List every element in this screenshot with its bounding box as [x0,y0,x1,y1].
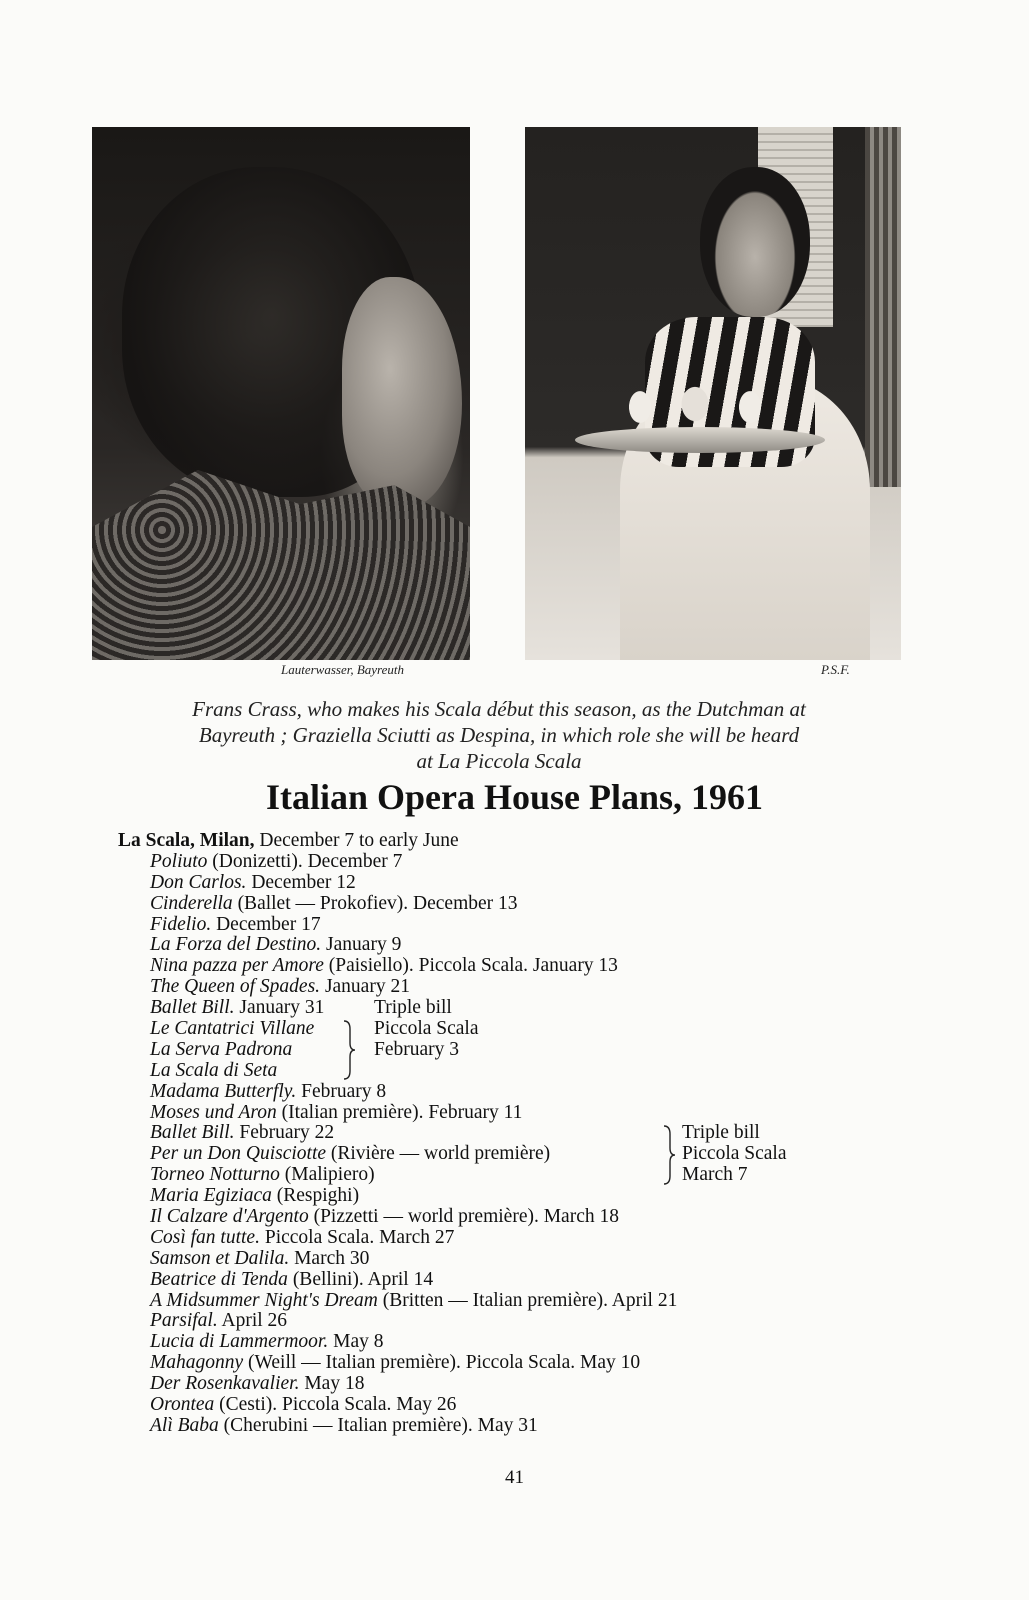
opera-title: Beatrice di Tenda [150,1268,288,1290]
opera-title: La Scala di Seta [150,1059,278,1081]
group-note-line: February 3 [374,1038,460,1060]
group-note-line: Piccola Scala [682,1142,787,1164]
list-item [118,1103,938,1124]
list-item [118,1165,938,1186]
opera-detail: (Cesti). Piccola Scala. May 26 [214,1394,457,1416]
list-item [118,873,938,894]
page-number: 41 [505,1467,524,1488]
list-item [118,1416,938,1437]
list-item [118,1040,938,1061]
opera-detail: February 22 [234,1122,335,1144]
opera-title: Lucia di Lammermoor. [150,1331,329,1353]
list-item [118,1082,938,1103]
list-item [118,1123,938,1144]
photo-caption [96,696,902,774]
opera-title: A Midsummer Night's Dream [150,1289,378,1311]
list-item [118,915,938,936]
opera-detail: (Ballet — Prokofiev). December 13 [232,892,518,914]
opera-title: Cinderella [150,892,233,914]
opera-title: Mahagonny [150,1352,244,1374]
brace-icon [342,1019,356,1081]
list-item [118,1270,938,1291]
opera-detail: (Britten — Italian première). April 21 [377,1289,678,1311]
photo-head-shape [700,167,810,317]
opera-title: Così fan tutte. [150,1226,260,1248]
opera-title: Ballet Bill. [150,1122,235,1144]
caption-line: Frans Crass, who makes his Scala début this season, as the Dutchman at [192,697,806,721]
list-item [118,998,938,1019]
photo-face-shape [342,277,462,507]
list-item [118,1353,938,1374]
page-title: Italian Opera House Plans, 1961 [265,777,764,817]
list-item [118,894,938,915]
opera-title: Madama Butterfly. [150,1080,297,1102]
photo-curtain-shape [865,127,901,487]
photo-frans-crass [92,127,470,660]
brace-group-2 [662,1124,676,1186]
caption-line: Bayreuth ; Graziella Sciutti as Despina, in which role she will be heard [198,723,800,747]
opera-detail: (Pizzetti — world première). March 18 [308,1206,619,1228]
caption-line: at La Piccola Scala [416,749,582,773]
list-item [118,956,938,977]
opera-title: Der Rosenkavalier. [150,1373,300,1395]
opera-detail: (Rivière — world première) [326,1143,551,1165]
opera-title: Fidelio. [150,913,212,935]
house-name: La Scala, Milan, [118,830,255,851]
opera-title: Don Carlos. [150,871,247,893]
photo-graziella-sciutti [525,127,901,660]
opera-detail: (Cherubini — Italian première). May 31 [218,1414,538,1436]
list-item [118,1061,938,1082]
list-item [118,935,938,956]
opera-title: The Queen of Spades. [150,976,321,998]
opera-title: Orontea [150,1394,215,1416]
opera-detail: (Malipiero) [279,1164,375,1186]
opera-title: La Serva Padrona [150,1038,293,1060]
opera-detail: April 26 [217,1310,288,1332]
opera-detail: (Respighi) [271,1185,360,1207]
opera-detail: March 30 [289,1247,370,1269]
photo-glasses-shape [620,382,770,432]
opera-listing [118,831,938,1437]
opera-title: Le Cantatrici Villane [150,1018,315,1040]
opera-title: Maria Egiziaca [150,1185,272,1207]
opera-title: Ballet Bill. [150,997,235,1019]
opera-detail: (Donizetti). December 7 [207,850,403,872]
list-item [118,1291,938,1312]
opera-detail: January 9 [321,934,402,956]
list-item [118,977,938,998]
list-item [118,1311,938,1332]
opera-detail: December 17 [211,913,321,935]
list-item [118,852,938,873]
opera-title: Moses und Aron [150,1101,277,1123]
list-item [118,1395,938,1416]
opera-detail: February 8 [296,1080,387,1102]
group-note-line: Triple bill [682,1122,760,1143]
opera-detail: (Italian première). February 11 [276,1101,523,1123]
group-2-note [682,1123,787,1186]
opera-detail: December 12 [246,871,356,893]
house-header [118,831,938,852]
list-item [118,1019,938,1040]
list-item [118,1374,938,1395]
opera-detail: May 8 [328,1331,384,1353]
group-note-line: Triple bill [374,997,452,1018]
opera-title: Alì Baba [150,1414,219,1436]
brace-group-1 [342,1019,356,1081]
opera-title: La Forza del Destino. [150,934,322,956]
photo-credit-right: P.S.F. [821,662,850,677]
list-item [118,1249,938,1270]
opera-title: Il Calzare d'Argento [150,1206,309,1228]
group-1-note [374,998,479,1061]
opera-detail: May 18 [299,1373,365,1395]
list-item [118,1144,938,1165]
list-item [118,1207,938,1228]
list-item [118,1228,938,1249]
opera-detail: January 31 [234,997,325,1019]
opera-title: Torneo Notturno [150,1164,280,1186]
opera-title: Nina pazza per Amore [150,955,324,977]
list-item [118,1332,938,1353]
opera-title: Parsifal. [150,1310,218,1332]
opera-detail: January 21 [320,976,410,998]
group-note-line: Piccola Scala [374,1017,479,1039]
list-item [118,1186,938,1207]
opera-detail: (Paisiello). Piccola Scala. January 13 [323,955,618,977]
brace-icon [662,1124,676,1186]
opera-title: Samson et Dalila. [150,1247,290,1269]
opera-detail: (Weill — Italian première). Piccola Scala. May 10 [243,1352,641,1374]
opera-title: Poliuto [150,850,208,872]
photo-costume-shape [92,470,470,660]
group-note-line: March 7 [682,1163,748,1185]
photo-credit-left: Lauterwasser, Bayreuth [281,662,405,677]
opera-detail: Piccola Scala. March 27 [259,1226,455,1248]
opera-title: Per un Don Quisciotte [150,1143,327,1165]
opera-detail: (Bellini). April 14 [287,1268,434,1290]
house-dates: December 7 to early June [259,830,459,851]
